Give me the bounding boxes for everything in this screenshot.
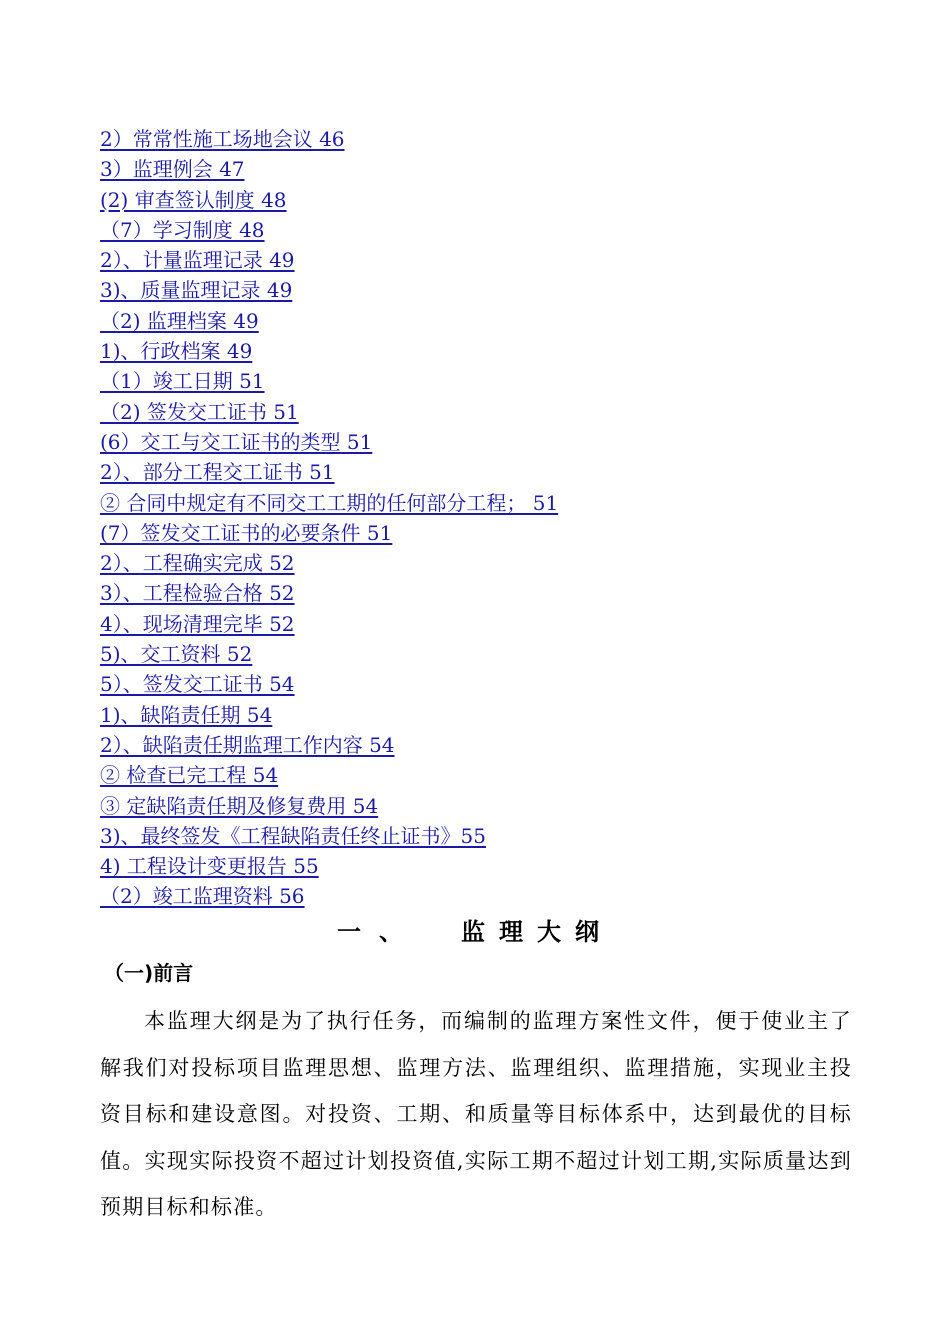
body-paragraph: 本监理大纲是为了执行任务，而编制的监理方案性文件，便于使业主了解我们对投标项目监理思想、监理方法、监理组织、监理措施，实现业主投资目标和建设意图。对投资、工期、和质量等目标体系中，达到最优的目标值。实现实际投资不超过计划投资值,实际工期不超过计划工期,实际质量达到预期目标和标准。	[100, 1009, 852, 1219]
toc-link[interactable]: （2) 签发交工证书 51	[100, 399, 299, 424]
toc-link[interactable]: （1）竣工日期 51	[100, 369, 265, 394]
toc-link[interactable]: 2）、工程确实完成 52	[100, 551, 295, 576]
toc-link[interactable]: 2）常常性施工场地会议 46	[100, 127, 345, 151]
toc-link[interactable]: 2）、部分工程交工证书 51	[100, 460, 335, 485]
toc-link[interactable]: 3）监理例会 47	[100, 157, 245, 182]
toc-link[interactable]: 3)、质量监理记录 49	[100, 278, 293, 303]
toc-link[interactable]: （2) 监理档案 49	[100, 308, 259, 333]
toc-link[interactable]: 3）、工程检验合格 52	[100, 581, 295, 606]
toc-link[interactable]: 1)、行政档案 49	[100, 339, 253, 364]
toc-link[interactable]: （2）竣工监理资料 56	[100, 884, 305, 909]
toc-link[interactable]: 2）、计量监理记录 49	[100, 248, 295, 273]
toc-link[interactable]: 4）、现场清理完毕 52	[100, 611, 295, 636]
section-heading	[0, 914, 950, 950]
subsection-heading: （一)前言	[104, 961, 194, 985]
toc-link[interactable]: ③ 定缺陷责任期及修复费用 54	[100, 793, 379, 818]
toc-link[interactable]: 4) 工程设计变更报告 55	[100, 854, 319, 879]
toc-link[interactable]: 2）、缺陷责任期监理工作内容 54	[100, 732, 395, 757]
toc-link[interactable]: 1)、缺陷责任期 54	[100, 702, 273, 727]
toc-link[interactable]: 3)、最终签发《工程缺陷责任终止证书》55	[100, 823, 486, 848]
toc-link[interactable]: 5)、交工资料 52	[100, 642, 253, 667]
toc-link[interactable]: (2) 审查签认制度 48	[100, 187, 287, 212]
toc-link[interactable]: ② 检查已完工程 54	[100, 763, 279, 788]
toc-link[interactable]: (6）交工与交工证书的类型 51	[100, 429, 373, 454]
table-of-contents	[100, 124, 860, 912]
toc-link[interactable]: 5）、签发交工证书 54	[100, 672, 295, 697]
toc-link[interactable]: ② 合同中规定有不同交工工期的任何部分工程； 51	[100, 490, 559, 515]
toc-link[interactable]: （7）学习制度 48	[100, 217, 265, 242]
toc-link[interactable]: (7）签发交工证书的必要条件 51	[100, 520, 393, 545]
section-title: 监理大纲	[461, 918, 613, 946]
section-number: 一、	[337, 918, 421, 946]
